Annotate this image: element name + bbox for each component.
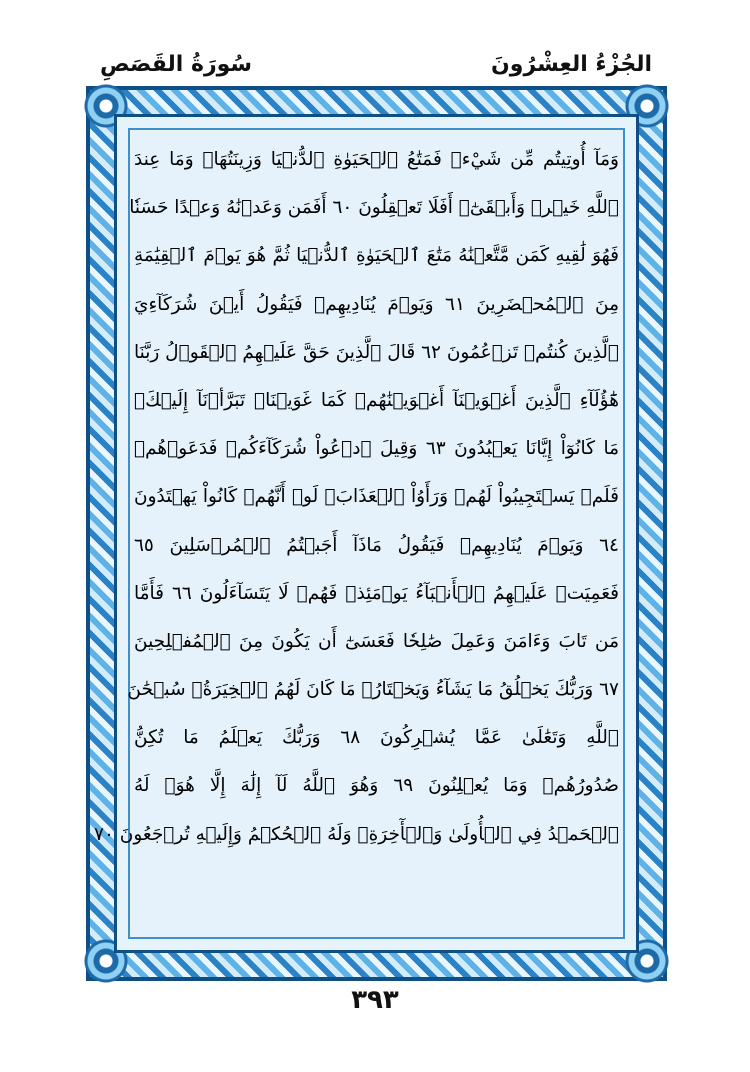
surah-title: سُورَةُ القَصَصِ	[100, 52, 253, 77]
text-line: ٱللَّهِ خَيۡرٞ وَأَبۡقَىٰٓۚ أَفَلَا تَعۡقِلُونَ ٦٠ أَفَمَن وَعَدۡنَٰهُ وَعۡدًا حَسَنٗا	[129, 197, 619, 219]
text-line: مِنَ ٱلۡمُحۡضَرِينَ ٦١ وَيَوۡمَ يُنَادِيهِمۡ فَيَقُولُ أَيۡنَ شُرَكَآءِيَ	[134, 293, 619, 315]
text-line: ٱلَّذِينَ كُنتُمۡ تَزۡعُمُونَ ٦٢ قَالَ ٱلَّذِينَ حَقَّ عَلَيۡهِمُ ٱلۡقَوۡلُ رَبَّنَا	[134, 341, 619, 363]
juz-title: الجُزْءُ العِشْرُونَ	[491, 52, 652, 77]
text-line: فَلَمۡ يَسۡتَجِيبُواْ لَهُمۡ وَرَأَوُاْ ٱلۡعَذَابَۚ لَوۡ أَنَّهُمۡ كَانُواْ يَهۡتَدُونَ	[134, 486, 619, 508]
page-number: ٣٩٣	[351, 985, 399, 1015]
text-line: وَمَآ أُوتِيتُم مِّن شَيْءٖ فَمَتَٰعُ ٱلۡحَيَوٰةِ ٱلدُّنۡيَا وَزِينَتُهَاۚ وَمَا عِندَ	[134, 149, 619, 170]
text-line: مَا كَانُوٓاْ إِيَّانَا يَعۡبُدُونَ ٦٣ وَقِيلَ ٱدۡعُواْ شُرَكَآءَكُمۡ فَدَعَوۡهُمۡ	[134, 438, 619, 460]
text-line: ٱللَّهِ وَتَعَٰلَىٰ عَمَّا يُشۡرِكُونَ ٦٨ وَرَبُّكَ يَعۡلَمُ مَا تُكِنُّ	[134, 727, 619, 749]
text-line: صُدُورُهُمۡ وَمَا يُعۡلِنُونَ ٦٩ وَهُوَ ٱللَّهُ لَآ إِلَٰهَ إِلَّا هُوَۖ لَهُ	[134, 775, 619, 797]
text-line: مَن تَابَ وَءَامَنَ وَعَمِلَ صَٰلِحٗا فَعَسَىٰٓ أَن يَكُونَ مِنَ ٱلۡمُفۡلِحِينَ	[134, 630, 619, 652]
text-line: ٦٧ وَرَبُّكَ يَخۡلُقُ مَا يَشَآءُ وَيَخۡتَارُۗ مَا كَانَ لَهُمُ ٱلۡخِيَرَةُۚ سُبۡحَٰنَ	[127, 679, 619, 701]
text-line: فَهُوَ لَٰقِيهِ كَمَن مَّتَّعۡنَٰهُ مَتَٰعَ ٱلۡحَيَوٰةِ ٱلدُّنۡيَا ثُمَّ هُوَ يَوۡمَ ٱلۡقِيَٰمَةِ	[134, 245, 619, 267]
text-line: ٱلۡحَمۡدُ فِي ٱلۡأُولَىٰ وَٱلۡأٓخِرَةِۖ وَلَهُ ٱلۡحُكۡمُ وَإِلَيۡهِ تُرۡجَعُونَ ٧٠	[94, 823, 619, 845]
ornamental-frame	[86, 86, 667, 981]
text-line: ٦٤ وَيَوۡمَ يُنَادِيهِمۡ فَيَقُولُ مَاذَآ أَجَبۡتُمُ ٱلۡمُرۡسَلِينَ ٦٥	[134, 534, 619, 556]
text-line: فَعَمِيَتۡ عَلَيۡهِمُ ٱلۡأَنۢبَآءُ يَوۡمَئِذٖ فَهُمۡ لَا يَتَسَآءَلُونَ ٦٦ فَأَمَّا	[134, 582, 619, 604]
text-line: هَٰٓؤُلَآءِ ٱلَّذِينَ أَغۡوَيۡنَآ أَغۡوَيۡنَٰهُمۡ كَمَا غَوَيۡنَاۖ تَبَرَّأۡنَآ إِلَيۡكَۖ	[134, 389, 619, 411]
quran-text-block	[94, 128, 625, 939]
